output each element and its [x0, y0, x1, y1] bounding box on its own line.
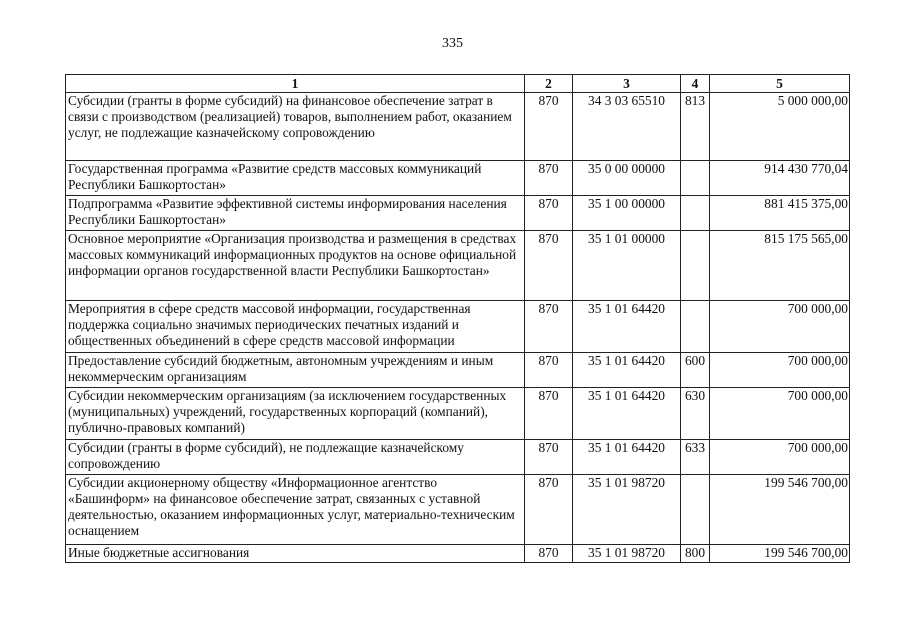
row-ved: 870 [525, 196, 573, 231]
table-row [66, 196, 850, 231]
row-ved: 870 [525, 93, 573, 161]
row-vr [681, 196, 710, 231]
row-name: Предоставление субсидий бюджетным, автономным учреждениям и иным некоммерческим организациям [66, 353, 525, 388]
header-col-4: 4 [681, 75, 710, 93]
table-row [66, 440, 850, 475]
table-row [66, 388, 850, 440]
row-name: Иные бюджетные ассигнования [66, 545, 525, 563]
row-vr [681, 231, 710, 301]
row-amount: 700 000,00 [710, 388, 850, 440]
header-col-3: 3 [573, 75, 681, 93]
row-vr [681, 301, 710, 353]
header-col-2: 2 [525, 75, 573, 93]
row-name: Подпрограмма «Развитие эффективной системы информирования населения Республики Башкортостан» [66, 196, 525, 231]
row-vr: 813 [681, 93, 710, 161]
row-csr: 35 1 01 00000 [573, 231, 681, 301]
row-amount: 700 000,00 [710, 440, 850, 475]
row-ved: 870 [525, 388, 573, 440]
row-csr: 35 1 01 98720 [573, 545, 681, 563]
row-ved: 870 [525, 475, 573, 545]
table-row [66, 301, 850, 353]
row-name: Субсидии (гранты в форме субсидий), не подлежащие казначейскому сопровождению [66, 440, 525, 475]
row-csr: 35 1 01 64420 [573, 440, 681, 475]
row-amount: 700 000,00 [710, 301, 850, 353]
row-name: Государственная программа «Развитие средств массовых коммуникаций Республики Башкортостан» [66, 161, 525, 196]
row-csr: 35 1 01 98720 [573, 475, 681, 545]
row-csr: 35 1 01 64420 [573, 353, 681, 388]
row-ved: 870 [525, 161, 573, 196]
row-ved: 870 [525, 301, 573, 353]
header-col-5: 5 [710, 75, 850, 93]
row-ved: 870 [525, 545, 573, 563]
row-name: Субсидии некоммерческим организациям (за исключением государственных (муниципальных) учреждений, государственных корпораций (компаний), публично-правовых компаний) [66, 388, 525, 440]
page-number: 335 [442, 36, 463, 51]
table-row [66, 93, 850, 161]
row-vr: 800 [681, 545, 710, 563]
table-row [66, 545, 850, 563]
header-col-1: 1 [66, 75, 525, 93]
header-row [66, 75, 850, 93]
row-vr: 630 [681, 388, 710, 440]
table-row [66, 231, 850, 301]
row-vr [681, 475, 710, 545]
row-amount: 815 175 565,00 [710, 231, 850, 301]
row-ved: 870 [525, 353, 573, 388]
row-amount: 199 546 700,00 [710, 475, 850, 545]
row-ved: 870 [525, 231, 573, 301]
row-amount: 881 415 375,00 [710, 196, 850, 231]
budget-table [65, 74, 850, 563]
row-vr [681, 161, 710, 196]
row-name: Мероприятия в сфере средств массовой информации, государственная поддержка социально значимых периодических печатных изданий и общественных объединений в сфере средств массовой информации [66, 301, 525, 353]
row-name: Основное мероприятие «Организация производства и размещения в средствах массовых коммуникаций информационных продуктов на основе официальной информации органов государственной власти Республики Башкортостан» [66, 231, 525, 301]
row-amount: 914 430 770,04 [710, 161, 850, 196]
row-vr: 633 [681, 440, 710, 475]
row-csr: 35 0 00 00000 [573, 161, 681, 196]
row-name: Субсидии (гранты в форме субсидий) на финансовое обеспечение затрат в связи с производством (реализацией) товаров, выполнением работ, оказанием услуг, не подлежащие казначейскому сопровождению [66, 93, 525, 161]
row-vr: 600 [681, 353, 710, 388]
row-amount: 5 000 000,00 [710, 93, 850, 161]
row-amount: 700 000,00 [710, 353, 850, 388]
row-ved: 870 [525, 440, 573, 475]
row-name: Субсидии акционерному обществу «Информационное агентство «Башинформ» на финансовое обеспечение затрат, связанных с уставной деятельностью, оказанием информационных услуг, материально-техническим оснащением [66, 475, 525, 545]
row-csr: 35 1 01 64420 [573, 388, 681, 440]
row-amount: 199 546 700,00 [710, 545, 850, 563]
table-row [66, 353, 850, 388]
row-csr: 35 1 01 64420 [573, 301, 681, 353]
table-row [66, 475, 850, 545]
row-csr: 34 3 03 65510 [573, 93, 681, 161]
table-row [66, 161, 850, 196]
row-csr: 35 1 00 00000 [573, 196, 681, 231]
